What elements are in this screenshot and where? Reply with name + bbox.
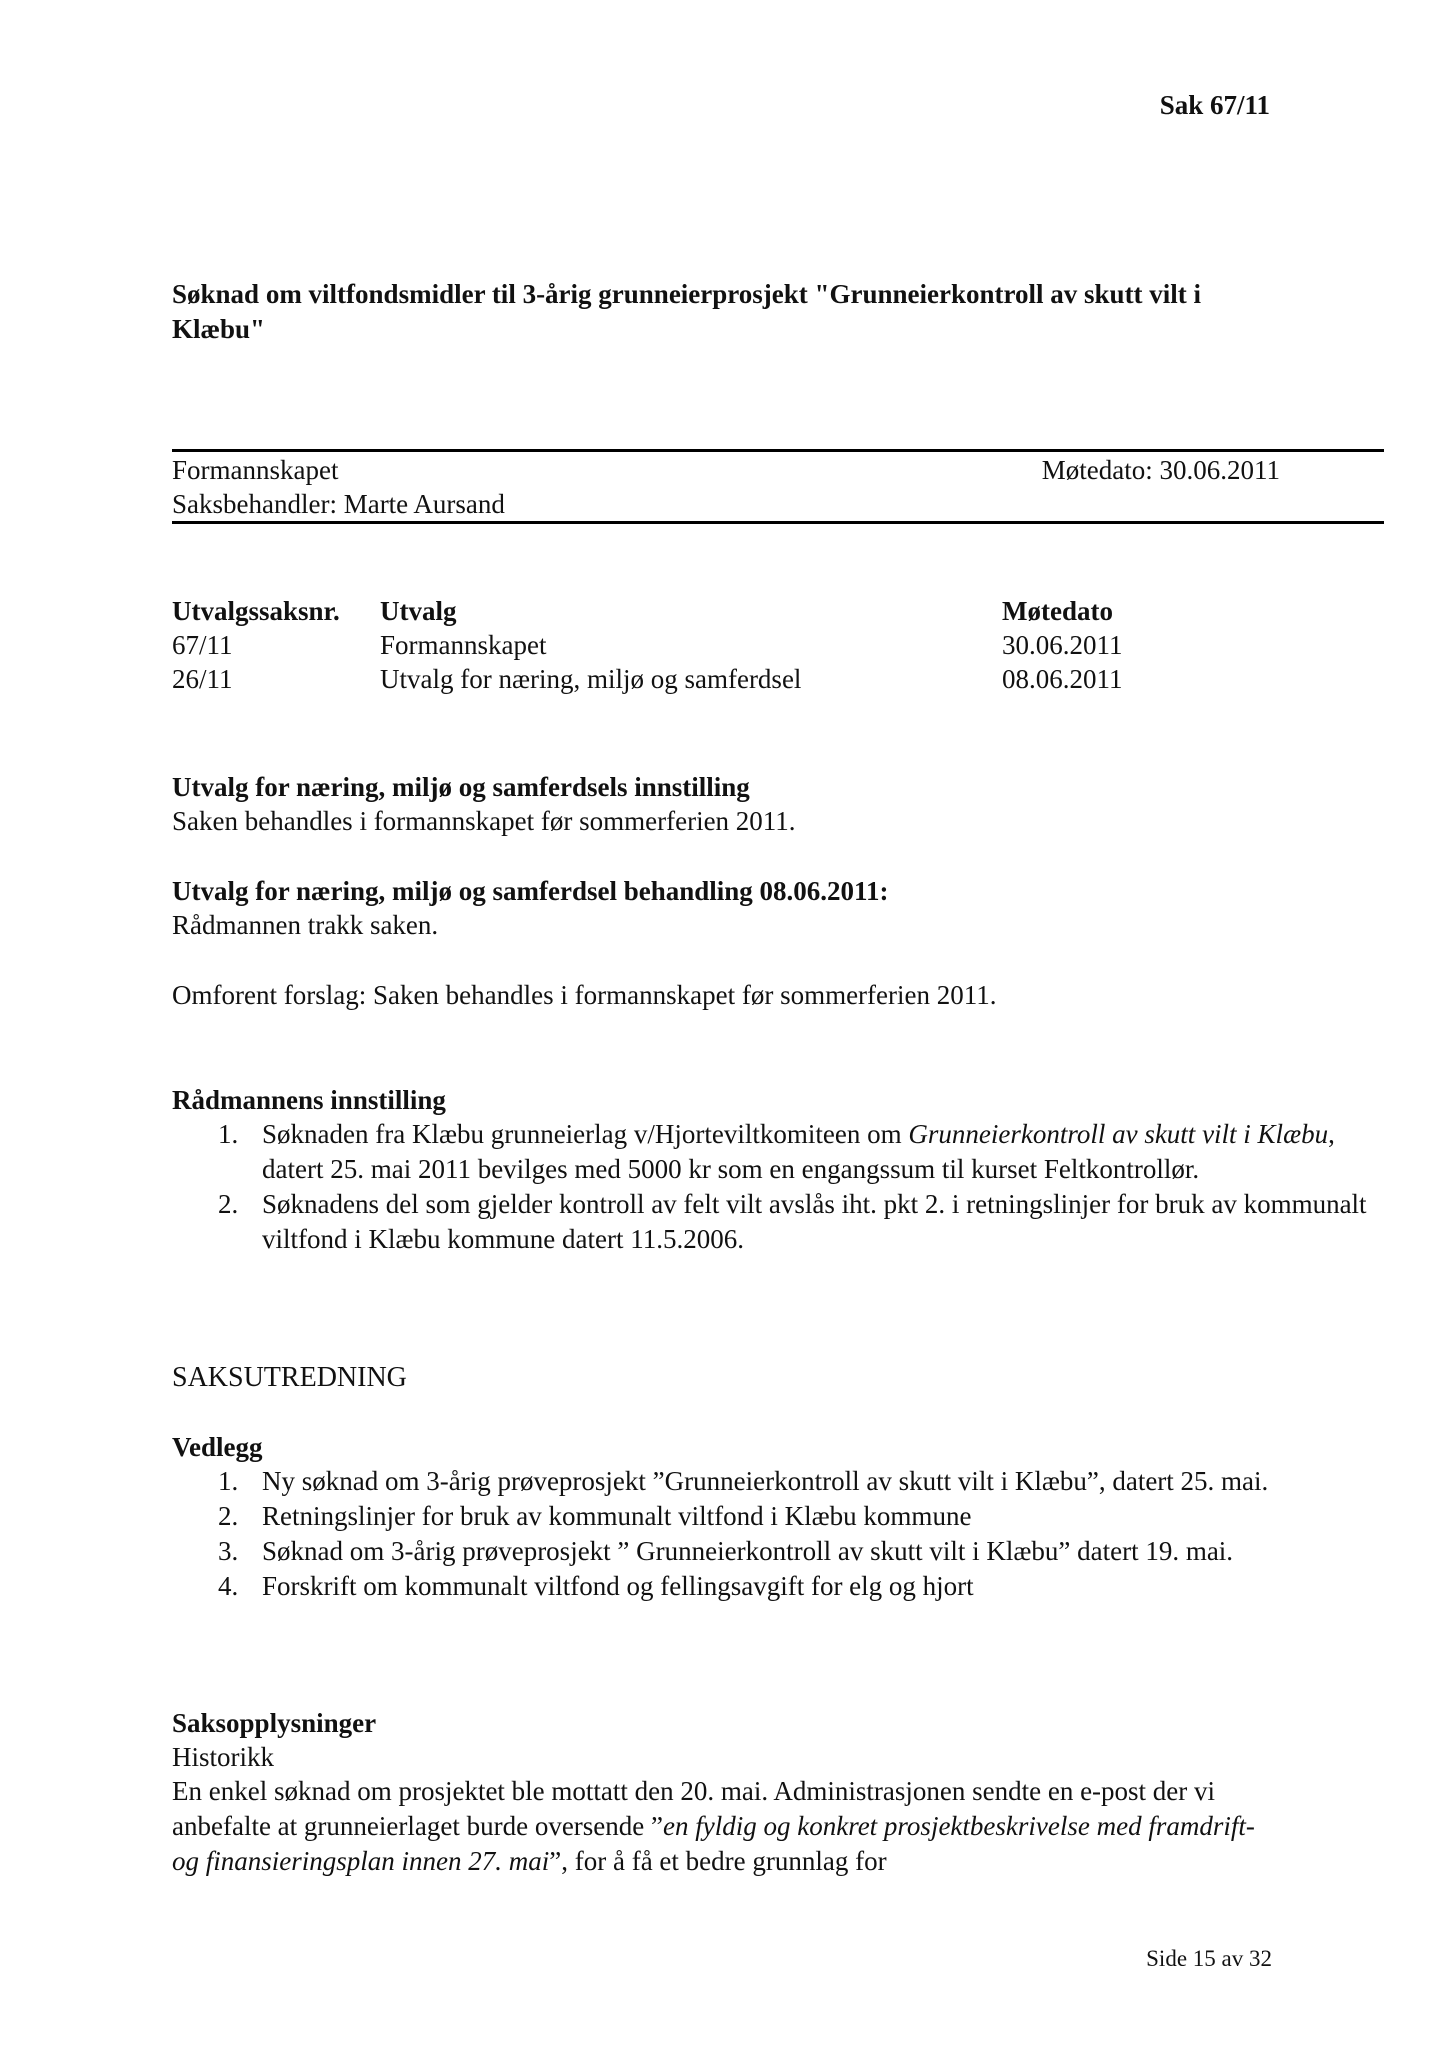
list-item	[172, 1569, 1352, 1604]
page-number: Side 15 av 32	[1146, 1946, 1272, 1971]
cell-date: 30.06.2011	[1002, 630, 1123, 660]
table-row	[172, 662, 1384, 697]
list-item-number: 2.	[218, 1189, 239, 1219]
list-item-number: 1.	[218, 1466, 239, 1496]
list-item-text-post: , datert 25. mai 2011 bevilges med 5000 kr som en engangssum til kurset Feltkontrollør.	[262, 1119, 1335, 1184]
list-item-text: Retningslinjer for bruk av kommunalt viltfond i Klæbu kommune	[262, 1501, 972, 1531]
history-text-post: ”, for å få et bedre grunnlag for	[549, 1846, 887, 1876]
list-item	[172, 1464, 1352, 1499]
list-item	[172, 1117, 1384, 1187]
treatment-text: Rådmannen trakk saken.	[172, 910, 439, 940]
table-row	[172, 628, 1384, 663]
chief-recommendation-list	[172, 1117, 1384, 1257]
treatment-heading: Utvalg for næring, miljø og samferdsel behandling 08.06.2011:	[172, 876, 889, 906]
meeting-date: Møtedato: 30.06.2011	[1041, 455, 1280, 485]
case-number: Sak 67/11	[1159, 90, 1270, 120]
col-header-committee: Utvalg	[380, 596, 457, 626]
list-item	[172, 1534, 1352, 1569]
list-item-number: 2.	[218, 1501, 239, 1531]
document-title: Søknad om viltfondsmidler til 3-årig grunneierprosjekt "Grunneierkontroll av skutt vilt i Klæbu"	[172, 279, 1202, 344]
list-item	[172, 1187, 1384, 1257]
committee-recommendation-heading: Utvalg for næring, miljø og samferdsels innstilling	[172, 772, 750, 802]
list-item-text: Søknadens del som gjelder kontroll av felt vilt avslås iht. pkt 2. i retningslinjer for bruk av kommunalt viltfond i Klæbu kommune datert 11.5.2006.	[262, 1189, 1367, 1254]
col-header-case-no: Utvalgssaksnr.	[172, 596, 340, 626]
cell-date: 08.06.2011	[1002, 664, 1123, 694]
list-item-text-pre: Søknaden fra Klæbu grunneierlag v/Hjorteviltkomiteen om	[262, 1119, 909, 1149]
list-item	[172, 1499, 1352, 1534]
list-item-number: 3.	[218, 1536, 239, 1566]
list-item-text: Søknad om 3-årig prøveprosjekt ” Grunneierkontroll av skutt vilt i Klæbu” datert 19. mai.	[262, 1536, 1234, 1566]
attachments-list	[172, 1464, 1352, 1604]
table-header	[172, 594, 1384, 629]
meta-row-2	[172, 487, 1384, 522]
committee-recommendation-text: Saken behandles i formannskapet før sommerferien 2011.	[172, 806, 796, 836]
agreed-proposal: Omforent forslag: Saken behandles i formannskapet før sommerferien 2011.	[172, 980, 997, 1010]
section-heading: SAKSUTREDNING	[172, 1362, 407, 1393]
quoted-request-italic: en fyldig og konkret prosjektbeskrivelse med framdrift- og finansieringsplan innen 27. mai	[172, 1811, 1255, 1876]
list-item-number: 1.	[218, 1119, 239, 1149]
case-officer: Saksbehandler: Marte Aursand	[172, 489, 505, 519]
chief-recommendation-heading: Rådmannens innstilling	[172, 1085, 446, 1115]
meta-row-1	[172, 453, 1384, 488]
case-info-heading: Saksopplysninger	[172, 1708, 377, 1738]
col-header-date: Møtedato	[1002, 596, 1113, 626]
cell-committee: Utvalg for næring, miljø og samferdsel	[380, 664, 802, 694]
history-paragraph	[172, 1774, 1284, 1879]
history-text-pre: En enkel søknad om prosjektet ble mottatt den 20. mai. Administrasjonen sendte en e-post der vi anbefalte at grunneierlaget burde oversende ”	[172, 1776, 1216, 1841]
cell-case-no: 26/11	[172, 664, 233, 694]
project-title-italic: Grunneierkontroll av skutt vilt i Klæbu	[908, 1119, 1329, 1149]
attachments-heading: Vedlegg	[172, 1432, 263, 1462]
list-item-text: Forskrift om kommunalt viltfond og fellingsavgift for elg og hjort	[262, 1571, 974, 1601]
committee-name: Formannskapet	[172, 455, 339, 485]
cell-case-no: 67/11	[172, 630, 233, 660]
list-item-number: 4.	[218, 1571, 239, 1601]
cell-committee: Formannskapet	[380, 630, 547, 660]
bottom-rule	[172, 521, 1384, 524]
list-item-text: Ny søknad om 3-årig prøveprosjekt ”Grunneierkontroll av skutt vilt i Klæbu”, datert 25. mai.	[262, 1466, 1269, 1496]
case-info-subheading: Historikk	[172, 1742, 275, 1772]
top-rule	[172, 449, 1384, 452]
